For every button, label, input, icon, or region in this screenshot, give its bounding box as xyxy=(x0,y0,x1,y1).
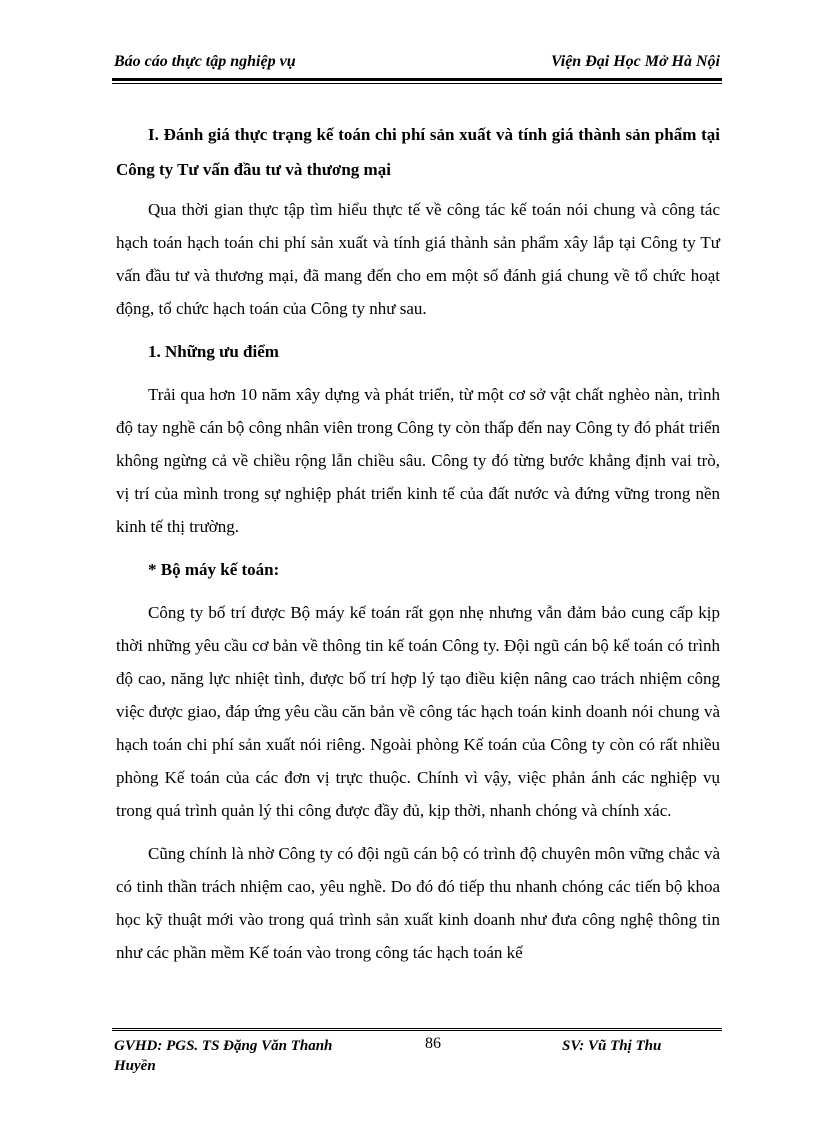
footer-rule xyxy=(112,1028,722,1032)
paragraph-accounting-apparatus: Công ty bố trí được Bộ máy kế toán rất gọn nhẹ nhưng vẫn đảm bảo cung cấp kịp thời những yêu cầu cơ bản về thông tin kế toán Công ty. Đội ngũ cán bộ kế toán có trình độ cao, năng lực nhiệt tình, được bố trí hợp lý tạo điều kiện nâng cao trách nhiệm công việc được giao, đáp ứng yêu cầu căn bản về công tác hạch toán kinh doanh nói chung và hạch toán chi phí sản xuất nói riêng. Ngoài phòng Kế toán của Công ty còn có rất nhiều phòng Kế toán của các đơn vị trực thuộc. Chính vì vậy, việc phản ánh các nghiệp vụ trong quá trình quản lý thi công được đầy đủ, kịp thời, nhanh chóng và chính xác. xyxy=(116,603,720,820)
footer-student: SV: Vũ Thị Thu xyxy=(562,1038,662,1054)
page-header xyxy=(112,52,722,76)
paragraph-development: Trải qua hơn 10 năm xây dựng và phát triển, từ một cơ sở vật chất nghèo nàn, trình độ tay nghề cán bộ công nhân viên trong Công ty còn thấp đến nay Công ty đó phát triển không ngừng cả về chiều rộng lẫn chiều sâu. Công ty đó từng bước khẳng định vai trò, vị trí của mình trong sự nghiệp phát triển kinh tế của đất nước và đứng vững trong nền kinh tế thị trường. xyxy=(116,385,720,536)
section-heading: I. Đánh giá thực trạng kế toán chi phí sản xuất và tính giá thành sản phẩm tại Công ty Tư vấn đầu tư và thương mại xyxy=(116,125,720,179)
subsection-heading: 1. Những ưu điểm xyxy=(148,342,279,361)
header-report-title: Báo cáo thực tập nghiệp vụ xyxy=(114,53,296,70)
intro-paragraph: Qua thời gian thực tập tìm hiểu thực tế về công tác kế toán nói chung và công tác hạch toán hạch toán chi phí sản xuất và tính giá thành sản phẩm xây lắp tại Công ty Tư vấn đầu tư và thương mại, đã mang đến cho em một số đánh giá chung về tổ chức hoạt động, tổ chức hạch toán của Công ty như sau. xyxy=(116,200,720,318)
page-number: 86 xyxy=(425,1035,441,1052)
bullet-heading: * Bộ máy kế toán: xyxy=(148,560,280,579)
header-rule-thick xyxy=(112,78,722,81)
header-institution: Viện Đại Học Mở Hà Nội xyxy=(550,53,720,70)
page-body xyxy=(116,117,720,979)
paragraph-staff: Cũng chính là nhờ Công ty có đội ngũ cán bộ có trình độ chuyên môn vững chắc và có tinh thần trách nhiệm cao, yêu nghề. Do đó đó tiếp thu nhanh chóng các tiến bộ khoa học kỹ thuật mới vào trong quá trình sản xuất kinh doanh như đưa công nghệ thông tin như các phần mềm Kế toán vào trong công tác hạch toán kế xyxy=(116,844,720,962)
footer-supervisor: GVHD: PGS. TS Đặng Văn Thanh Huyền xyxy=(114,1038,333,1074)
header-rule-thin xyxy=(112,83,722,84)
